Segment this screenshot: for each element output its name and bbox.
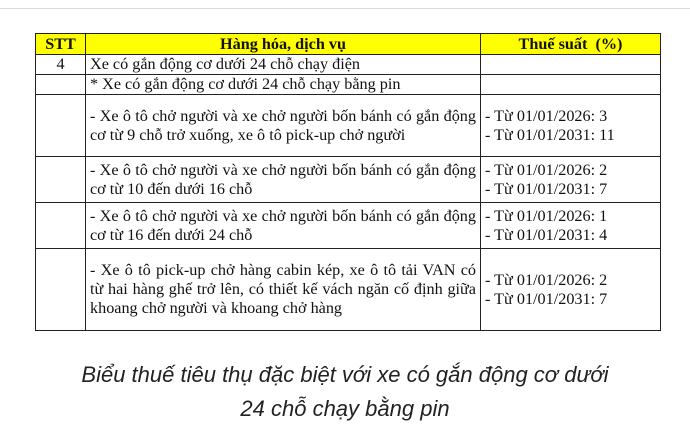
rate-from-2031: - Từ 01/01/2031: 7 — [485, 289, 608, 308]
row-stt — [36, 157, 86, 203]
row-goods: - Xe ô tô pick-up chở hàng cabin kép, xe ô tô tải VAN có từ hai hàng ghế trở lên, có thiết kế vách ngăn cố định giữa khoang chở người và khoang chở hàng — [86, 249, 481, 331]
row-rate — [481, 157, 661, 203]
table-row — [36, 203, 661, 249]
row-goods: - Xe ô tô chở người và xe chở người bốn bánh có gắn động cơ từ 9 chỗ trở xuống, xe ô tô pick-up chở người — [86, 95, 481, 157]
row-stt — [36, 203, 86, 249]
table-row — [36, 249, 661, 331]
table-row — [36, 55, 661, 75]
rate-from-2026: - Từ 01/01/2026: 2 — [485, 160, 608, 179]
row-stt — [36, 75, 86, 95]
row-rate — [481, 95, 661, 157]
row-goods: - Xe ô tô chở người và xe chở người bốn bánh có gắn động cơ từ 16 đến dưới 24 chỗ — [86, 203, 481, 249]
row-goods: Xe có gắn động cơ dưới 24 chỗ chạy điện — [86, 55, 481, 75]
caption-line-2: 24 chỗ chạy bằng pin — [240, 396, 450, 421]
row-stt — [36, 249, 86, 331]
table-row — [36, 157, 661, 203]
rate-from-2031: - Từ 01/01/2031: 7 — [485, 179, 608, 198]
header-rate — [481, 34, 661, 55]
header-goods: Hàng hóa, dịch vụ — [86, 34, 481, 55]
rate-from-2026: - Từ 01/01/2026: 3 — [485, 106, 608, 125]
table-header-row — [36, 34, 661, 55]
rate-from-2026: - Từ 01/01/2026: 2 — [485, 270, 608, 289]
header-rate-label: Thuế suất (%) — [518, 34, 623, 53]
row-stt — [36, 95, 86, 157]
tax-rate-table — [35, 33, 661, 331]
row-rate — [481, 75, 661, 95]
top-divider — [0, 8, 690, 9]
rate-from-2026: - Từ 01/01/2026: 1 — [485, 206, 608, 225]
rate-from-2031: - Từ 01/01/2031: 11 — [485, 125, 615, 144]
figure-caption — [0, 358, 690, 426]
rate-from-2031: - Từ 01/01/2031: 4 — [485, 225, 608, 244]
row-stt: 4 — [36, 55, 86, 75]
caption-line-1: Biểu thuế tiêu thụ đặc biệt với xe có gắn động cơ dưới — [81, 362, 609, 387]
row-goods: * Xe có gắn động cơ dưới 24 chỗ chạy bằng pin — [86, 75, 481, 95]
row-rate — [481, 249, 661, 331]
row-rate — [481, 203, 661, 249]
row-goods: - Xe ô tô chở người và xe chở người bốn bánh có gắn động cơ từ 10 đến dưới 16 chỗ — [86, 157, 481, 203]
table-row — [36, 75, 661, 95]
header-stt: STT — [36, 34, 86, 55]
row-rate — [481, 55, 661, 75]
table-row — [36, 95, 661, 157]
